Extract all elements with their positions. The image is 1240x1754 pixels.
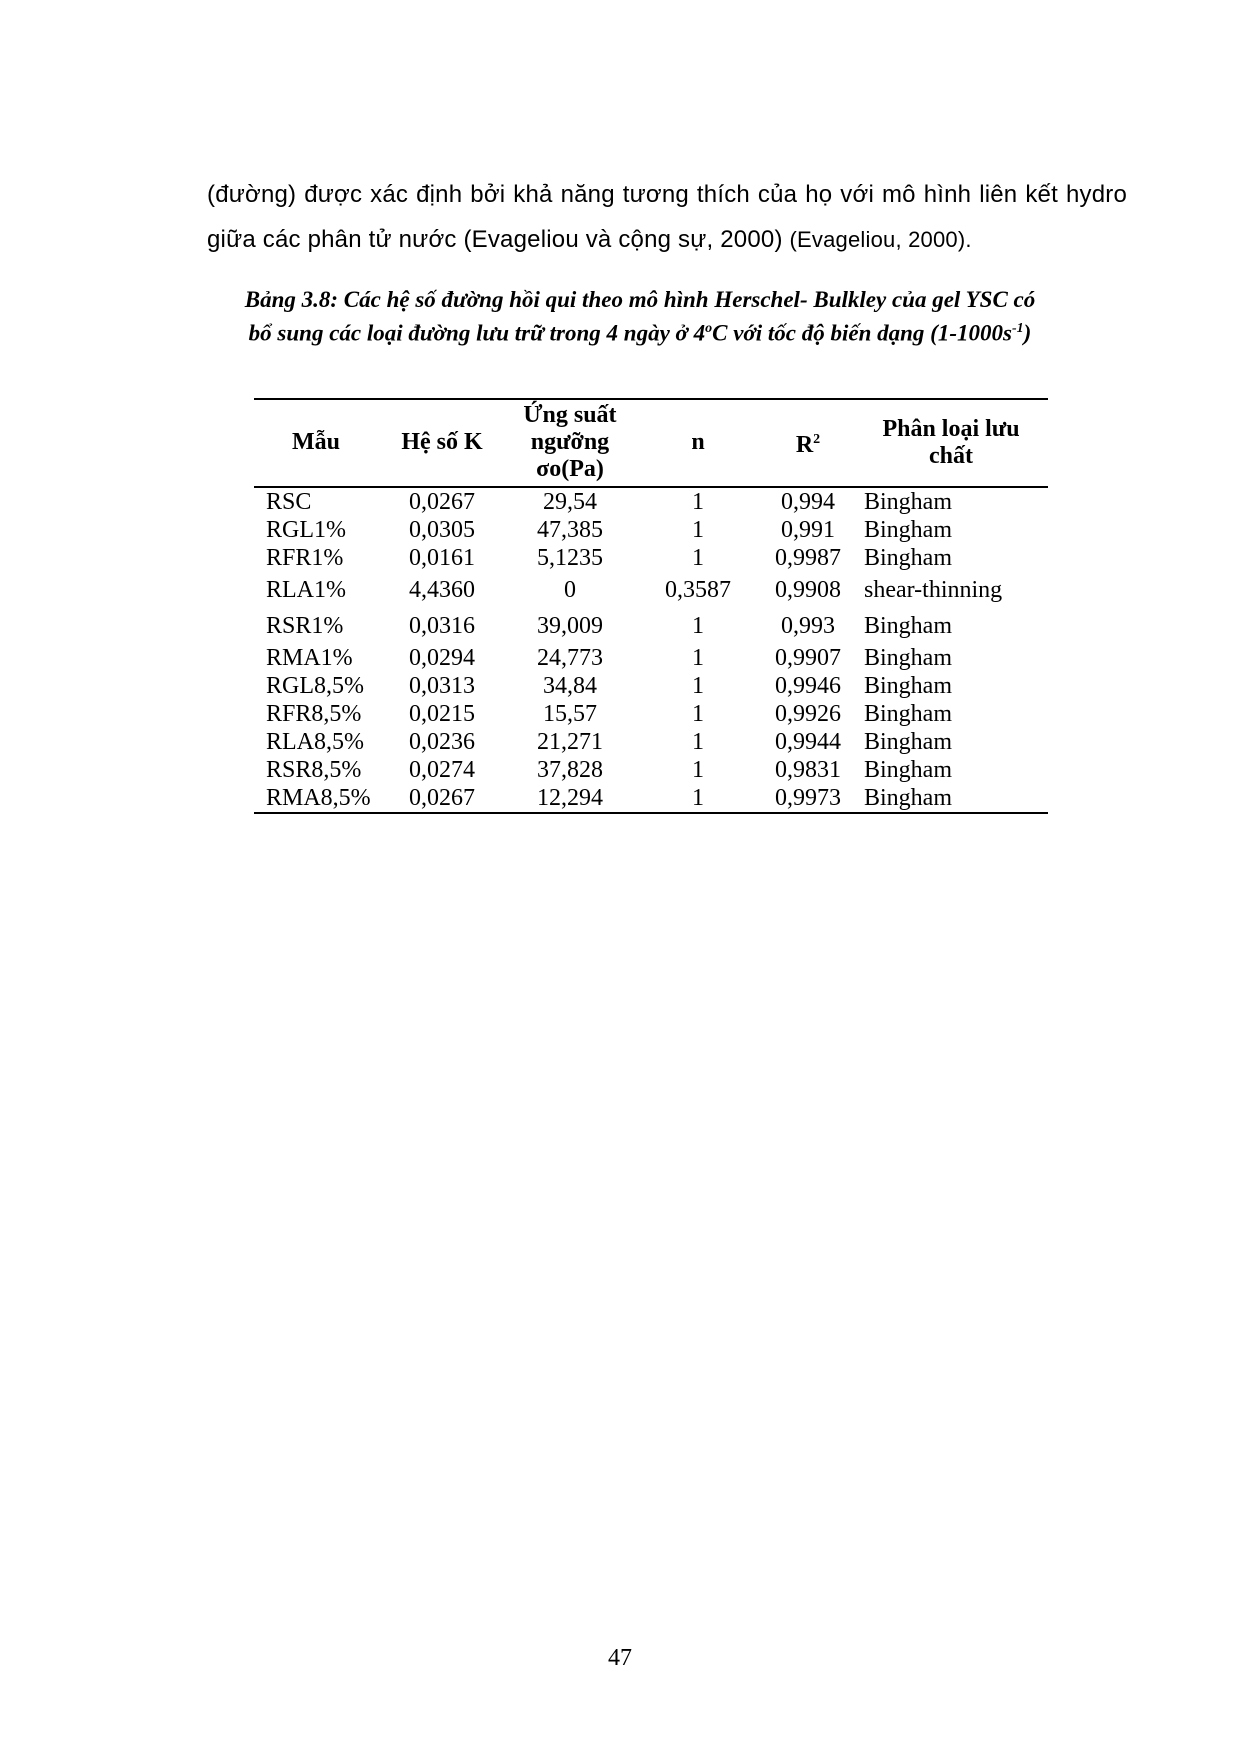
header-yield-line-3: σo(Pa) — [536, 456, 604, 482]
cell-r2: 0,9908 — [775, 577, 841, 603]
cell-n: 1 — [692, 785, 704, 811]
cell-sample: RMA1% — [266, 645, 353, 671]
cell-sample: RLA8,5% — [266, 729, 364, 755]
cell-r2: 0,9946 — [775, 673, 841, 699]
cell-k: 0,0215 — [409, 701, 475, 727]
table-row — [254, 516, 1048, 544]
cell-yield-stress: 24,773 — [537, 645, 603, 671]
table-row — [254, 644, 1048, 672]
header-yield-stress — [506, 399, 634, 487]
cell-n: 1 — [692, 613, 704, 639]
cell-classification: Bingham — [864, 757, 952, 783]
cell-r2: 0,9973 — [775, 785, 841, 811]
cell-classification: Bingham — [864, 785, 952, 811]
paragraph-line-2 — [207, 217, 1127, 262]
cell-n: 1 — [692, 545, 704, 571]
cell-r2: 0,9987 — [775, 545, 841, 571]
caption-rate-sup: -1 — [1011, 321, 1024, 336]
cell-classification: Bingham — [864, 645, 952, 671]
cell-r2: 0,993 — [781, 613, 835, 639]
caption-label: Bảng 3.8: — [244, 287, 339, 312]
table-caption — [240, 285, 1040, 348]
cell-k: 0,0316 — [409, 613, 475, 639]
cell-r2: 0,991 — [781, 517, 835, 543]
cell-sample: RFR8,5% — [266, 701, 362, 727]
body-paragraph — [207, 172, 1127, 262]
cell-n: 1 — [692, 645, 704, 671]
cell-sample: RFR1% — [266, 545, 344, 571]
table-row — [254, 784, 1048, 813]
cell-yield-stress: 47,385 — [537, 517, 603, 543]
cell-k: 0,0236 — [409, 729, 475, 755]
table-row — [254, 700, 1048, 728]
header-yield-line-2: ngưỡng — [530, 429, 610, 455]
table-row — [254, 544, 1048, 572]
cell-sample: RGL8,5% — [266, 673, 364, 699]
cell-yield-stress: 34,84 — [543, 673, 597, 699]
header-class-line-1: Phân loại lưu — [882, 415, 1020, 442]
cell-classification: Bingham — [864, 673, 952, 699]
cell-classification: Bingham — [864, 729, 952, 755]
header-n: n — [691, 429, 705, 455]
cell-yield-stress: 0 — [564, 577, 576, 603]
paragraph-line-2-text: giữa các phân tử nước (Evageliou và cộng sự, 2000) — [207, 226, 783, 253]
cell-sample: RSR1% — [266, 613, 344, 639]
cell-n: 1 — [692, 701, 704, 727]
caption-text-3: ) — [1023, 320, 1032, 346]
paragraph-line-1: (đường) được xác định bởi khả năng tương thích của họ với mô hình liên kết hydro — [207, 181, 1127, 208]
table-row — [254, 608, 1048, 644]
cell-k: 4,4360 — [409, 577, 475, 603]
header-classification — [854, 399, 1048, 487]
cell-r2: 0,9907 — [775, 645, 841, 671]
cell-n: 1 — [692, 729, 704, 755]
cell-classification: Bingham — [864, 489, 952, 515]
header-r2 — [762, 399, 854, 487]
cell-n: 1 — [692, 673, 704, 699]
cell-r2: 0,9831 — [775, 757, 841, 783]
cell-yield-stress: 12,294 — [537, 785, 603, 811]
cell-sample: RMA8,5% — [266, 785, 371, 811]
cell-k: 0,0267 — [409, 785, 475, 811]
header-class-line-2: chất — [929, 442, 973, 469]
page-number: 47 — [608, 1645, 632, 1671]
cell-classification: Bingham — [864, 517, 952, 543]
cell-classification: shear-thinning — [864, 577, 1003, 603]
cell-n: 1 — [692, 757, 704, 783]
cell-sample: RSR8,5% — [266, 757, 362, 783]
caption-text-1: Các hệ số đường hồi qui theo mô hình Herschel- Bulkley của gel YSC có bổ sung các loại đường lưu trữ trong 4 ngày ở 4 — [248, 287, 1036, 346]
cell-n: 1 — [692, 517, 704, 543]
header-r2-sup: 2 — [813, 432, 821, 447]
table-row — [254, 756, 1048, 784]
cell-classification: Bingham — [864, 701, 952, 727]
cell-r2: 0,9926 — [775, 701, 841, 727]
table-row — [254, 728, 1048, 756]
cell-n: 0,3587 — [665, 577, 731, 603]
caption-degree-sup: o — [705, 321, 713, 336]
header-sample: Mẫu — [292, 429, 340, 455]
header-yield-line-1: Ứng suất — [523, 402, 617, 428]
header-r2-base: R — [795, 432, 814, 458]
table-body — [254, 487, 1048, 813]
cell-r2: 0,9944 — [775, 729, 841, 755]
citation: (Evageliou, 2000). — [789, 227, 972, 252]
table-row — [254, 572, 1048, 608]
cell-k: 0,0294 — [409, 645, 475, 671]
cell-yield-stress: 21,271 — [537, 729, 603, 755]
cell-n: 1 — [692, 489, 704, 515]
caption-text-2: C với tốc độ biến dạng (1-1000s — [712, 320, 1012, 346]
table-row — [254, 487, 1048, 516]
table-row — [254, 672, 1048, 700]
cell-sample: RGL1% — [266, 517, 346, 543]
cell-k: 0,0161 — [409, 545, 475, 571]
cell-r2: 0,994 — [781, 489, 835, 515]
cell-yield-stress: 5,1235 — [537, 545, 603, 571]
cell-classification: Bingham — [864, 545, 952, 571]
cell-k: 0,0267 — [409, 489, 475, 515]
cell-yield-stress: 37,828 — [537, 757, 603, 783]
cell-classification: Bingham — [864, 613, 952, 639]
herschel-bulkley-table — [254, 398, 1048, 814]
table-header-row — [254, 399, 1048, 487]
cell-sample: RSC — [266, 489, 312, 515]
cell-yield-stress: 15,57 — [543, 701, 597, 727]
header-k: Hệ số K — [401, 429, 483, 455]
cell-k: 0,0313 — [409, 673, 475, 699]
cell-k: 0,0274 — [409, 757, 475, 783]
cell-sample: RLA1% — [266, 577, 346, 603]
cell-k: 0,0305 — [409, 517, 475, 543]
data-table-wrapper — [254, 398, 1048, 814]
cell-yield-stress: 39,009 — [537, 613, 603, 639]
cell-yield-stress: 29,54 — [543, 489, 597, 515]
